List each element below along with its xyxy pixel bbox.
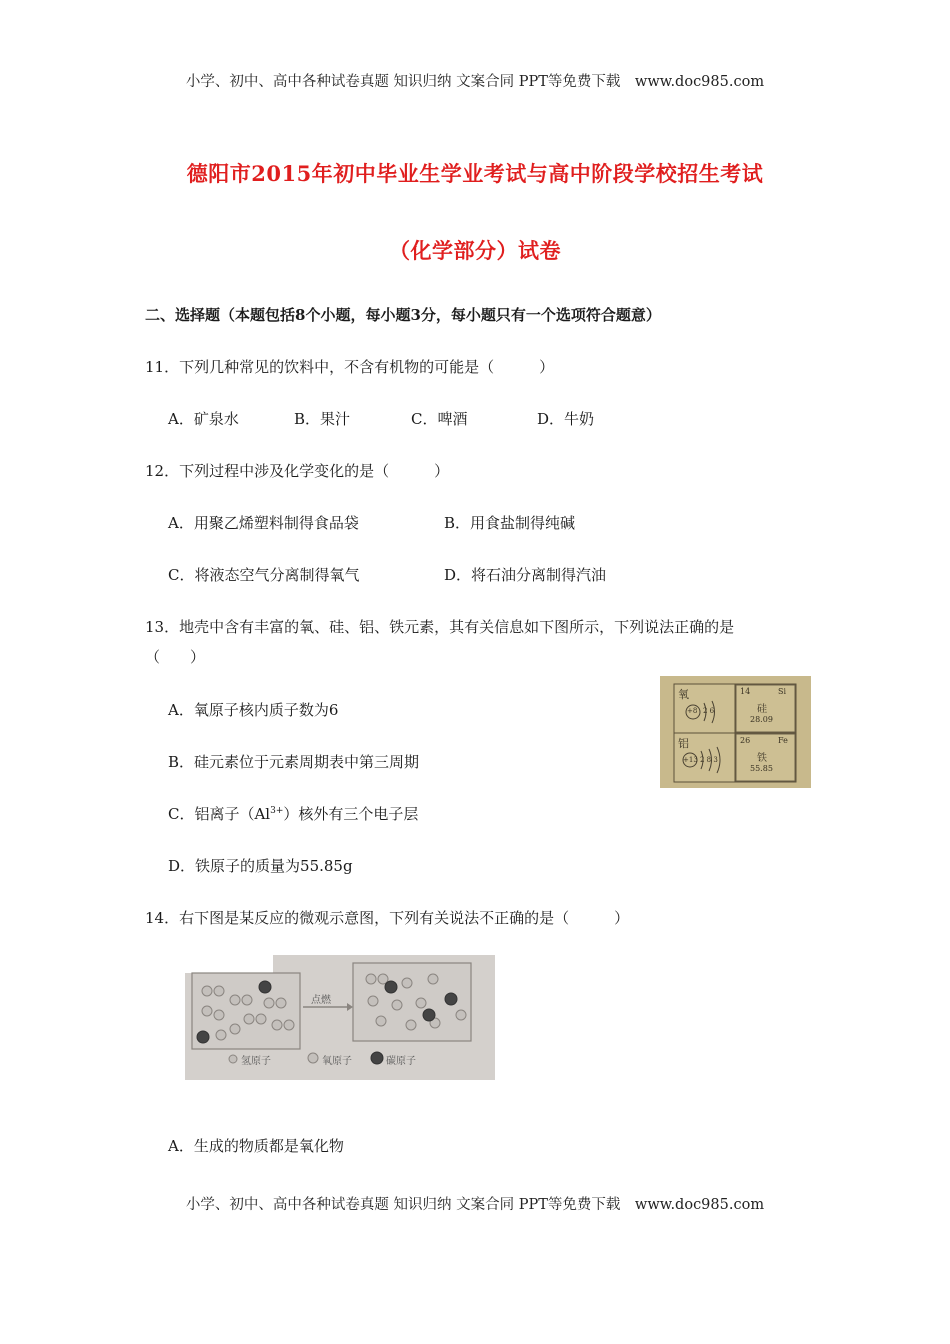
oxygen-label: 氧 [678, 688, 689, 701]
question-12-option-b: B．用食盐制得纯碱 [444, 514, 576, 532]
page-subtitle: （化学部分）试卷 [389, 238, 561, 263]
question-13-option-c-text: C．铝离子（Al [168, 805, 271, 823]
silicon-symbol: Si [778, 687, 787, 696]
question-13-option-d: D．铁原子的质量为55.85g [168, 857, 353, 875]
reaction-diagram-figure [185, 955, 495, 1080]
page-title: 德阳市2015年初中毕业生学业考试与高中阶段学校招生考试 [186, 161, 764, 186]
silicon-number: 14 [740, 687, 751, 696]
question-12-option-c: C．将液态空气分离制得氧气 [168, 566, 360, 584]
question-13-stem: 13．地壳中含有丰富的氧、硅、铝、铁元素，其有关信息如下图所示，下列说法正确的是 [145, 618, 735, 636]
iron-name: 铁 [757, 753, 767, 764]
element-info-figure [660, 676, 811, 788]
question-14-stem: 14．右下图是某反应的微观示意图，下列有关说法不正确的是（ ） [145, 909, 630, 927]
page-header: 小学、初中、高中各种试卷真题 知识归纳 文案合同 PPT等免费下载 www.doc985.com [185, 74, 765, 90]
legend-hydrogen: 氢原子 [241, 1056, 271, 1067]
ion-charge: 3+ [270, 806, 284, 816]
silicon-name: 硅 [757, 704, 767, 715]
legend-carbon: 碳原子 [386, 1056, 416, 1067]
oxygen-shells: 2 6 [703, 707, 715, 715]
silicon-mass: 28.09 [750, 715, 773, 724]
question-12-option-d: D．将石油分离制得汽油 [444, 566, 607, 584]
aluminum-nucleus: +13 [683, 756, 698, 764]
question-12-stem: 12．下列过程中涉及化学变化的是（ ） [145, 462, 450, 480]
iron-symbol: Fe [778, 736, 788, 745]
aluminum-shells: 2 8 3 [700, 756, 718, 764]
question-13-option-b: B．硅元素位于元素周期表中第三周期 [168, 753, 420, 771]
section-heading: 二、选择题（本题包括8个小题，每小题3分，每小题只有一个选项符合题意） [145, 306, 661, 324]
aluminum-label: 铝 [678, 737, 689, 750]
legend-oxygen-marker [308, 1053, 318, 1063]
iron-number: 26 [740, 736, 751, 745]
question-14-option-a: A．生成的物质都是氧化物 [168, 1137, 344, 1155]
question-13-option-c-tail: ）核外有三个电子层 [283, 805, 419, 823]
question-13-option-a: A．氧原子核内质子数为6 [168, 701, 339, 719]
question-11-stem: 11．下列几种常见的饮料中，不含有机物的可能是（ ） [145, 358, 555, 376]
question-13-option-c [168, 803, 418, 824]
question-11-option-a: A．矿泉水 [168, 410, 239, 428]
question-11-option-b: B．果汁 [294, 410, 351, 428]
page-footer: 小学、初中、高中各种试卷真题 知识归纳 文案合同 PPT等免费下载 www.doc985.com [185, 1197, 765, 1213]
question-13-stem-cont: （ ） [145, 648, 206, 666]
legend-oxygen: 氧原子 [322, 1056, 352, 1067]
legend-carbon-marker [371, 1052, 383, 1064]
iron-mass: 55.85 [750, 764, 773, 773]
legend-hydrogen-marker [229, 1055, 237, 1063]
oxygen-nucleus: +8 [687, 707, 698, 715]
question-11-option-d: D．牛奶 [537, 410, 595, 428]
arrow-label: 点燃 [311, 995, 331, 1006]
question-11-option-c: C．啤酒 [411, 410, 468, 428]
question-12-option-a: A．用聚乙烯塑料制得食品袋 [168, 514, 359, 532]
